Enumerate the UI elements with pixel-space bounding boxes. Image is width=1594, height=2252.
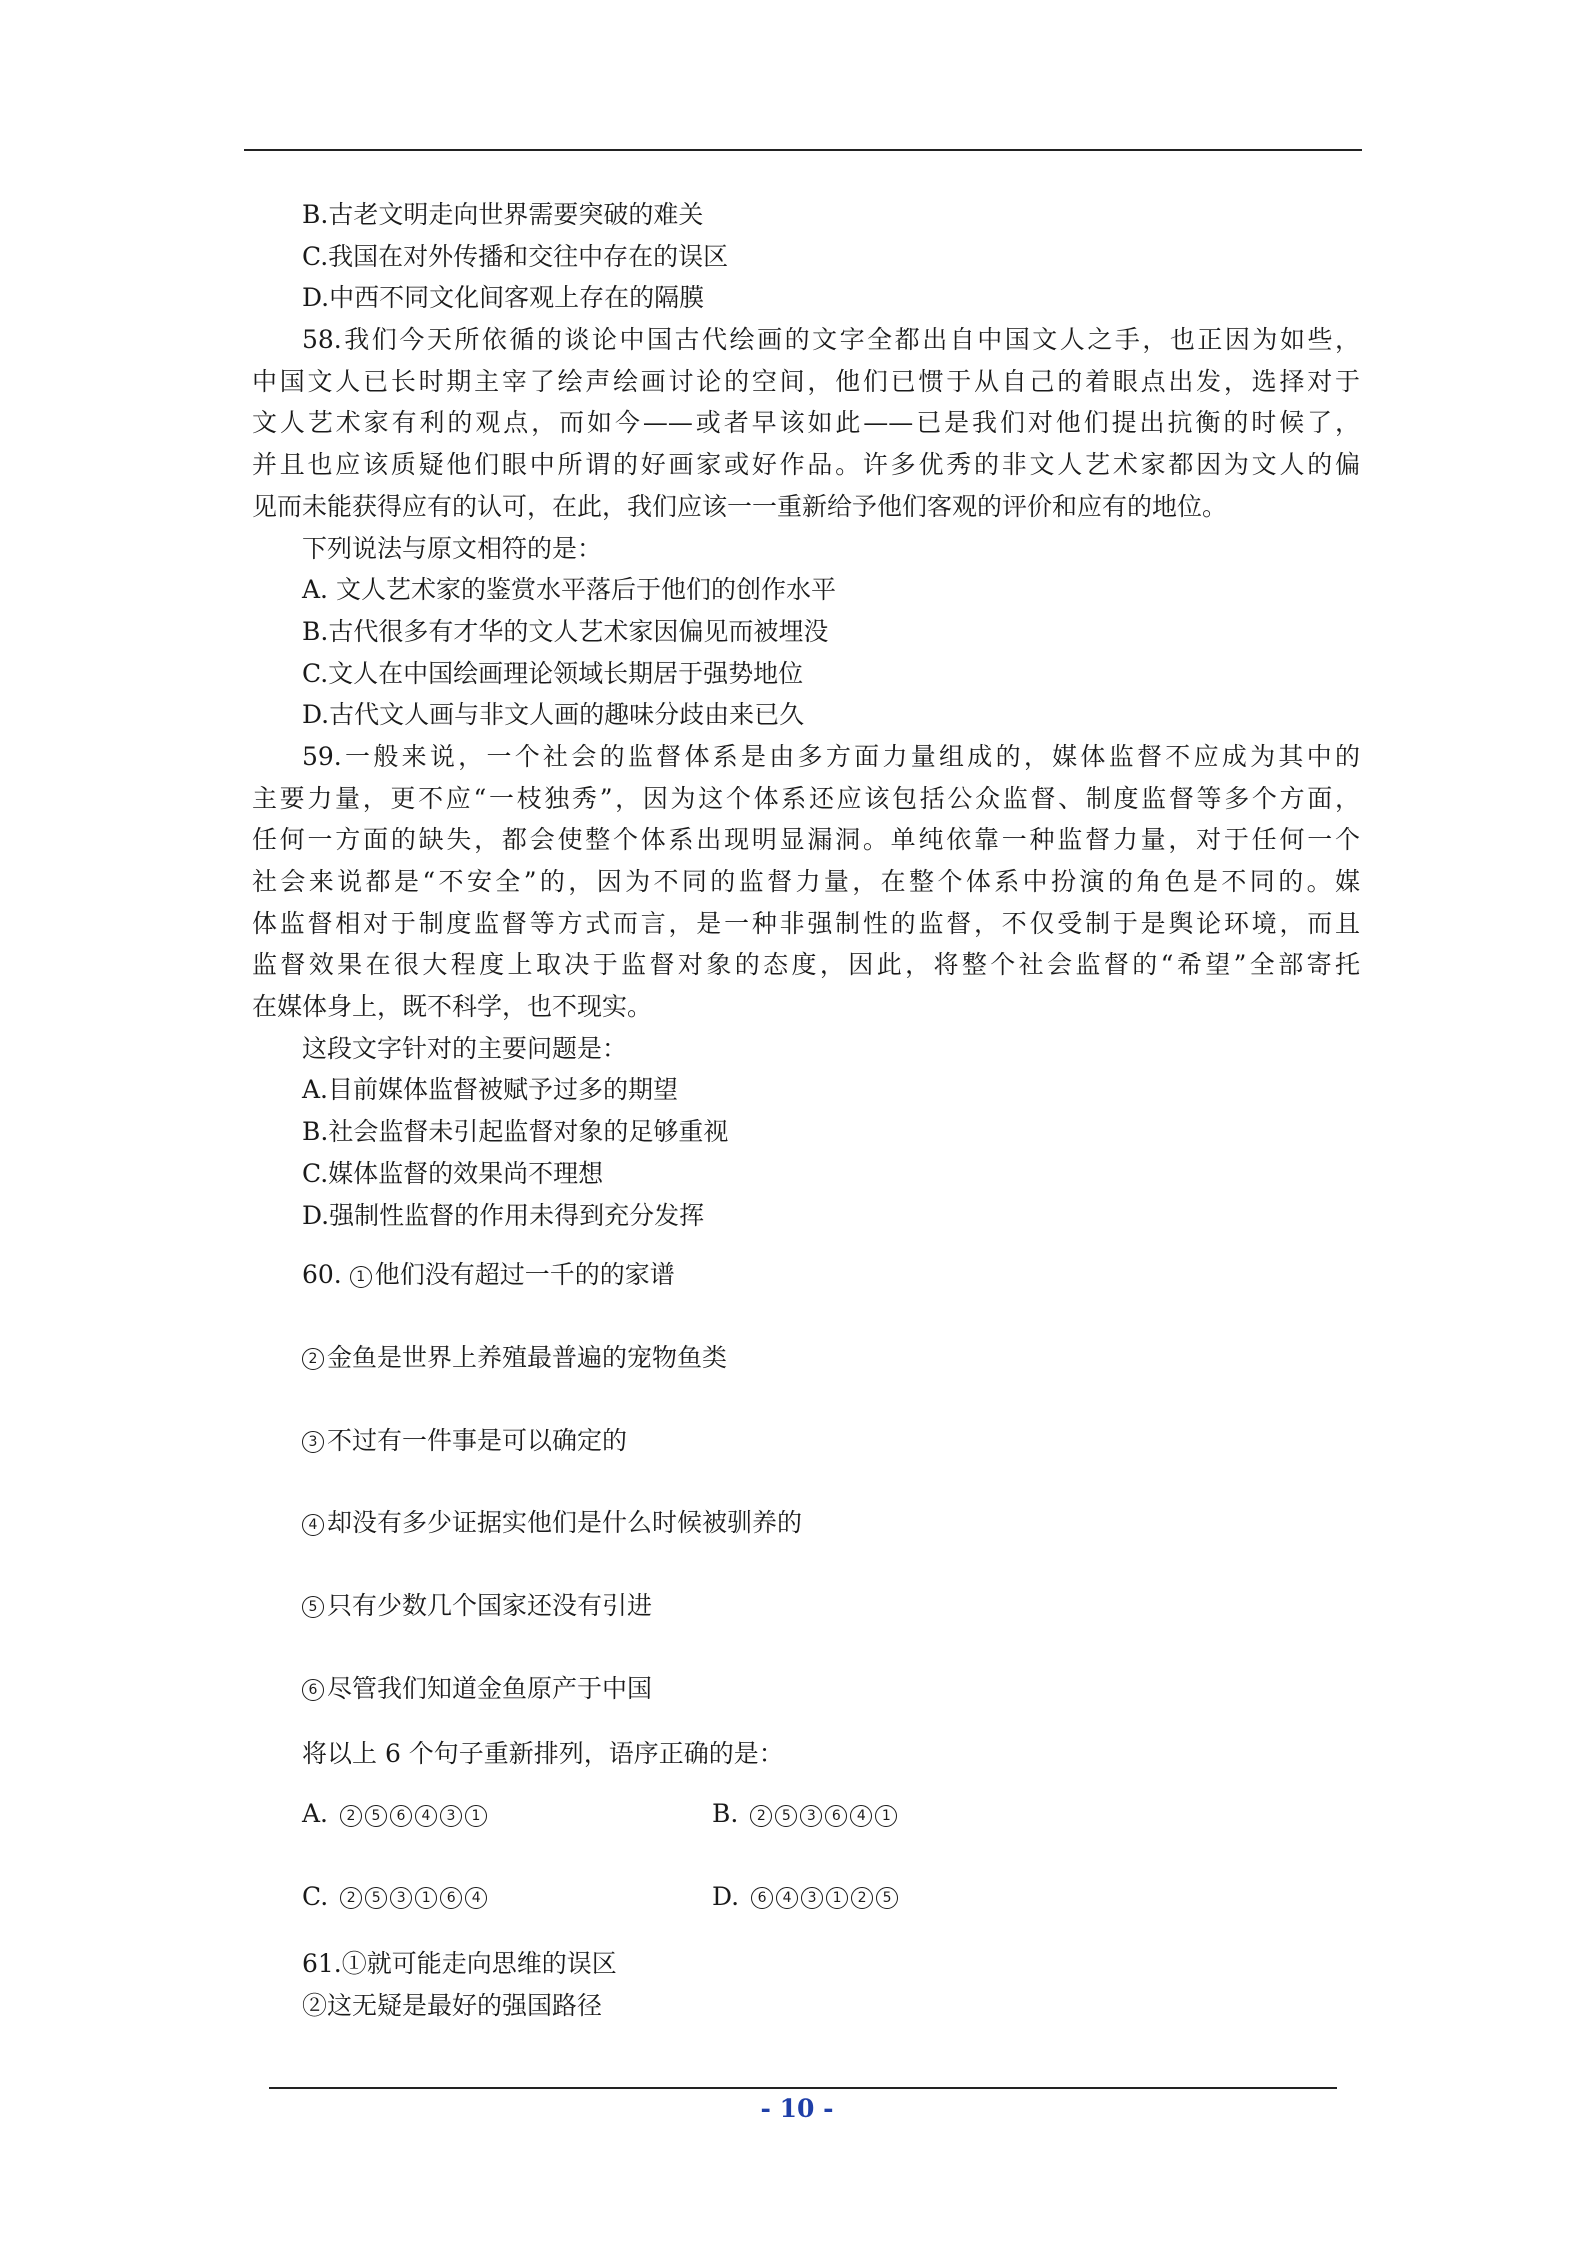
q57-options — [252, 194, 1360, 319]
q59-line: 体监督相对于制度监督等方式而言，是一种非强制性的监督，不仅受制于是舆论环境，而且 — [252, 908, 1360, 938]
q60-sentence-1 — [252, 1254, 1360, 1296]
q60-sentence-text: 尽管我们知道金鱼原产于中国 — [327, 1673, 653, 1703]
q59-line: 主要力量，更不应“一枝独秀”，因为这个体系还应该包括公众监督、制度监督等多个方面， — [252, 783, 1360, 813]
footer-rule — [269, 2087, 1337, 2089]
header-rule — [244, 149, 1362, 151]
q59-option-b: B.社会监督未引起监督对象的足够重视 — [302, 1117, 729, 1147]
circled-number-icon: 2 — [851, 1887, 873, 1909]
q60-sentence-text: 却没有多少证据实他们是什么时候被驯养的 — [327, 1508, 803, 1538]
q59-line: 任何一方面的缺失，都会使整个体系出现明显漏洞。单纯依靠一种监督力量，对于任何一个 — [252, 825, 1360, 855]
q59-line: 监督效果在很大程度上取决于监督对象的态度，因此，将整个社会监督的“希望”全部寄托 — [252, 950, 1360, 980]
circled-number-icon: 1 — [875, 1805, 897, 1827]
circled-number-icon: 6 — [825, 1805, 847, 1827]
circled-number-icon: 4 — [850, 1805, 872, 1827]
q61-line: 61.①就可能走向思维的误区 — [302, 1949, 617, 1979]
q60-answer-d — [712, 1876, 1122, 1918]
q60-sentence-6 — [252, 1668, 1360, 1710]
q59-line: 社会来说都是“不安全”的，因为不同的监督力量，在整个体系中扮演的角色是不同的。媒 — [252, 867, 1360, 896]
q58-prompt: 下列说法与原文相符的是： — [302, 533, 603, 563]
q57-option-b: B.古老文明走向世界需要突破的难关 — [302, 200, 704, 229]
q60-answer-c — [302, 1876, 712, 1918]
q60-answer-b — [712, 1793, 1122, 1835]
circled-number-icon: 1 — [826, 1887, 848, 1909]
circled-number-icon: 3 — [390, 1887, 412, 1909]
q59-option-d: D.强制性监督的作用未得到充分发挥 — [302, 1200, 705, 1230]
q60-sentence-3 — [252, 1420, 1360, 1462]
page-number: - 10 - — [760, 2094, 834, 2123]
circled-number-icon: 5 — [775, 1805, 797, 1827]
q58-option-c: C.文人在中国绘画理论领域长期居于强势地位 — [302, 658, 804, 688]
q57-option-d: D.中西不同文化间客观上存在的隔膜 — [302, 283, 705, 313]
q58-line: 并且也应该质疑他们眼中所谓的好画家或好作品。许多优秀的非文人艺术家都因为文人的偏 — [252, 450, 1360, 480]
q61-line: ②这无疑是最好的强国路径 — [302, 1991, 603, 2021]
circled-number-icon: 5 — [365, 1805, 387, 1827]
circled-number-icon: 1 — [350, 1266, 372, 1288]
circled-number-icon: 3 — [801, 1887, 823, 1909]
circled-number-icon: 2 — [340, 1887, 362, 1909]
circled-number-icon: 3 — [800, 1805, 822, 1827]
q58-option-a: A. 文人艺术家的鉴赏水平落后于他们的创作水平 — [302, 575, 836, 605]
circled-number-icon: 4 — [302, 1514, 324, 1536]
circled-number-icon: 4 — [776, 1887, 798, 1909]
circled-number-icon: 2 — [302, 1348, 324, 1370]
q57-option-c: C.我国在对外传播和交往中存在的误区 — [302, 241, 729, 271]
circled-number-icon: 1 — [415, 1887, 437, 1909]
q58-line: 文人艺术家有利的观点，而如今——或者早该如此——已是我们对他们提出抗衡的时候了， — [252, 408, 1360, 438]
q58-line: 见而未能获得应有的认可，在此，我们应该一一重新给予他们客观的评价和应有的地位。 — [252, 491, 1228, 521]
q60-answer-a — [302, 1793, 712, 1835]
circled-number-icon: 6 — [751, 1887, 773, 1909]
q58-option-b: B.古代很多有才华的文人艺术家因偏见而被埋没 — [302, 616, 829, 646]
circled-number-icon: 2 — [750, 1805, 772, 1827]
circled-number-icon: 6 — [302, 1679, 324, 1701]
answer-label: B. — [712, 1799, 739, 1828]
question-61 — [252, 1943, 1360, 2026]
q58-line: 58.我们今天所依循的谈论中国古代绘画的文字全都出自中国文人之手，也正因为如些， — [302, 325, 1360, 355]
q59-prompt: 这段文字针对的主要问题是： — [302, 1033, 628, 1063]
question-59 — [252, 736, 1360, 1236]
q60-sentence-text: 金鱼是世界上养殖最普遍的宠物鱼类 — [327, 1342, 728, 1372]
q60-sentence-2 — [252, 1337, 1360, 1379]
circled-number-icon: 3 — [440, 1805, 462, 1827]
answer-label: D. — [712, 1881, 740, 1911]
q60-answers-row-1 — [252, 1793, 1360, 1835]
circled-number-icon: 4 — [465, 1887, 487, 1909]
q60-number: 60. — [302, 1260, 342, 1290]
circled-number-icon: 5 — [302, 1596, 324, 1618]
question-60 — [252, 1254, 1360, 1917]
answer-label: C. — [302, 1881, 329, 1911]
q59-line: 59.一般来说，一个社会的监督体系是由多方面力量组成的，媒体监督不应成为其中的 — [302, 741, 1360, 771]
q59-line: 在媒体身上，既不科学，也不现实。 — [252, 992, 653, 1022]
answer-label: A. — [302, 1799, 329, 1828]
circled-number-icon: 4 — [415, 1805, 437, 1827]
q58-line: 中国文人已长时期主宰了绘声绘画讨论的空间，他们已惯于从自己的着眼点出发，选择对于 — [252, 366, 1360, 396]
q59-option-c: C.媒体监督的效果尚不理想 — [302, 1158, 604, 1188]
circled-number-icon: 3 — [302, 1431, 324, 1453]
q58-option-d: D.古代文人画与非文人画的趣味分歧由来已久 — [302, 700, 805, 730]
question-58 — [252, 319, 1360, 736]
circled-number-icon: 5 — [365, 1887, 387, 1909]
q60-sentence-text: 不过有一件事是可以确定的 — [327, 1425, 628, 1455]
circled-number-icon: 6 — [390, 1805, 412, 1827]
q60-prompt: 将以上 6 个句子重新排列，语序正确的是： — [302, 1739, 784, 1769]
circled-number-icon: 6 — [440, 1887, 462, 1909]
q60-answers-row-2 — [252, 1876, 1360, 1918]
q60-sentence-text: 他们没有超过一千的的家谱 — [374, 1260, 675, 1290]
q59-option-a: A.目前媒体监督被赋予过多的期望 — [302, 1075, 679, 1105]
circled-number-icon: 2 — [340, 1805, 362, 1827]
circled-number-icon: 1 — [465, 1805, 487, 1827]
circled-number-icon: 5 — [876, 1887, 898, 1909]
q60-sentence-text: 只有少数几个国家还没有引进 — [327, 1590, 653, 1620]
q60-sentence-5 — [252, 1585, 1360, 1627]
page-content — [252, 194, 1360, 2027]
q60-sentence-4 — [252, 1502, 1360, 1544]
